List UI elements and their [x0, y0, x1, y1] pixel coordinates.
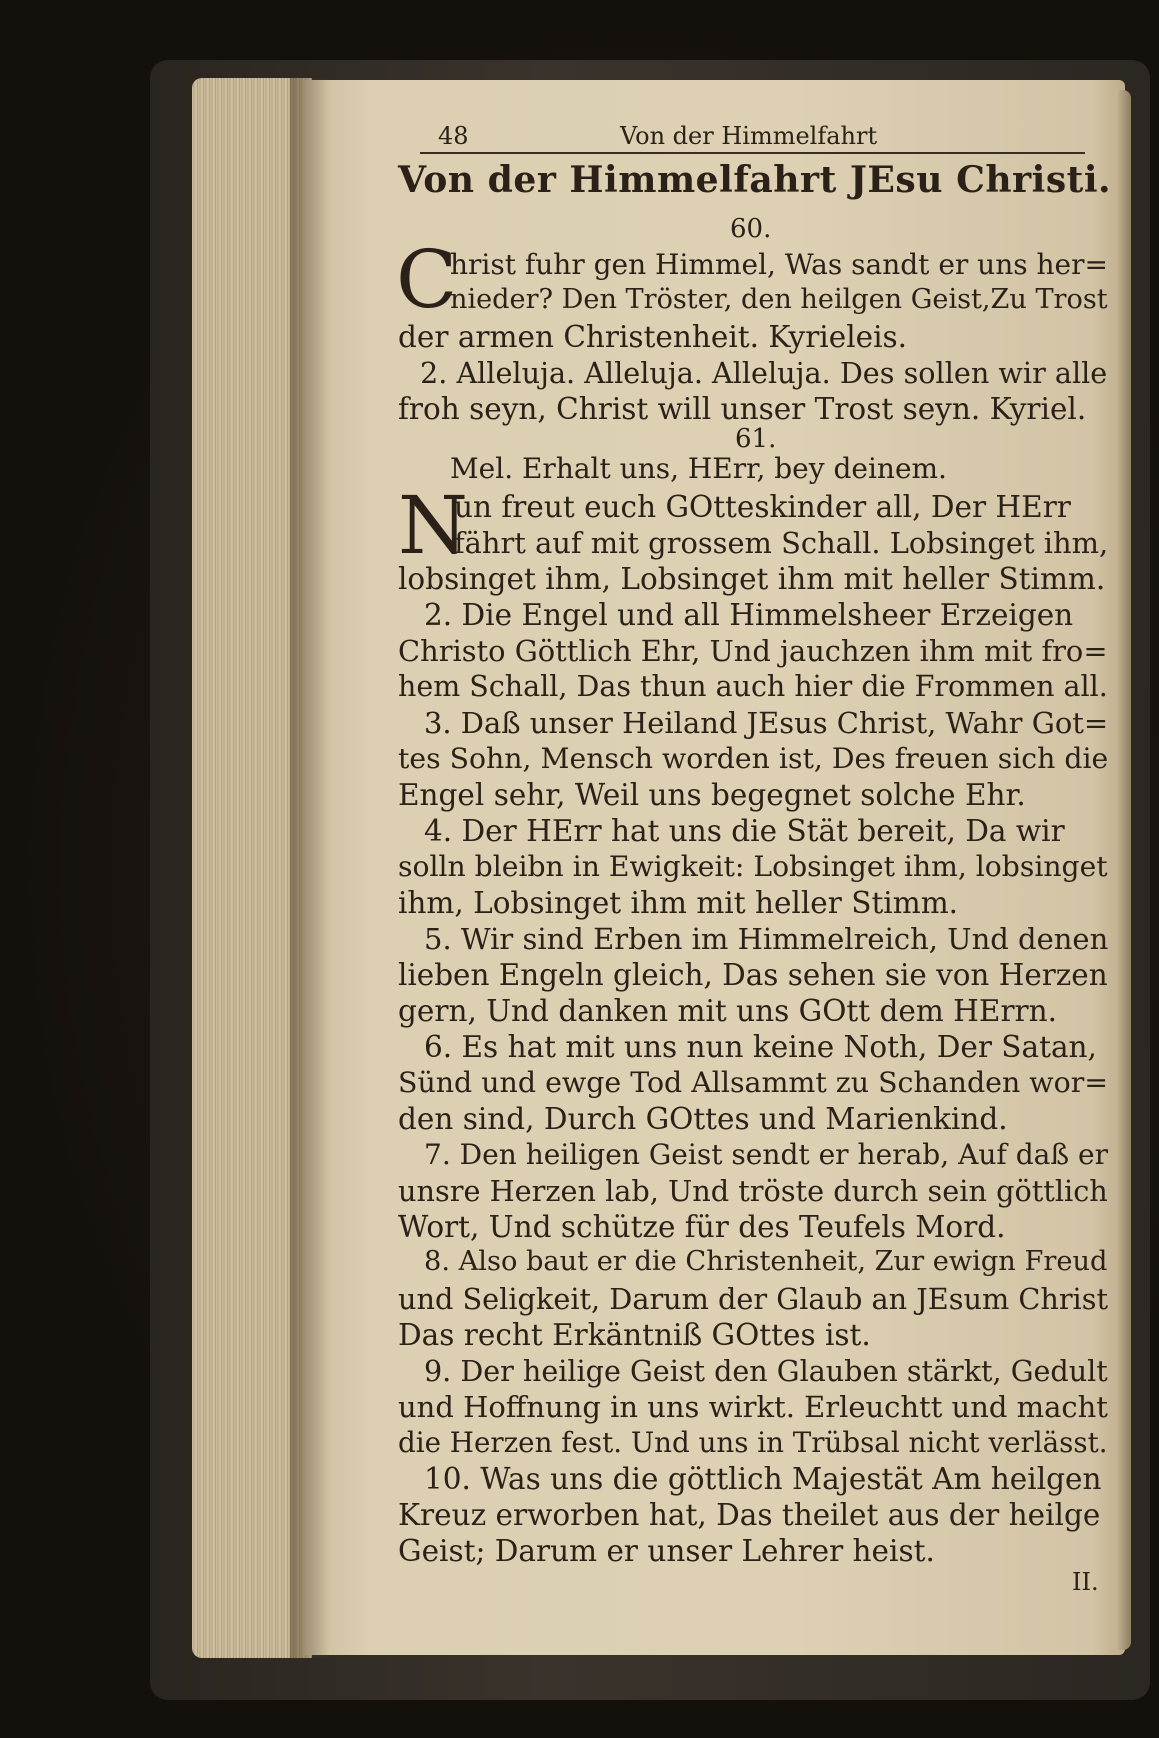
hymn61-line-6: hem Schall, Das thun auch hier die Frommen all.	[398, 670, 1108, 703]
hymn61-line-9: Engel sehr, Weil uns begegnet solche Ehr.	[398, 778, 1026, 812]
signature-mark: II.	[1072, 1568, 1099, 1596]
drop-capital-c: C	[396, 233, 458, 326]
hymn60-line-2: nieder? Den Tröster, den heilgen Geist,Zu Trost	[450, 284, 1108, 315]
hymn61-line-12: ihm, Lobsinget ihm mit heller Stimm.	[398, 886, 959, 920]
hymn61-line-21: Wort, Und schütze für des Teufels Mord.	[398, 1210, 1006, 1244]
hymn61-line-3: lobsinget ihm, Lobsinget ihm mit heller Stimm.	[398, 562, 1106, 596]
hymn61-line-30: Geist; Darum er unser Lehrer heist.	[398, 1534, 935, 1568]
hymn61-line-13: 5. Wir sind Erben im Himmelreich, Und denen	[424, 922, 1109, 956]
hymn61-line-14: lieben Engeln gleich, Das sehen sie von Herzen	[398, 958, 1108, 992]
hymn61-line-17: Sünd und ewge Tod Allsammt zu Schanden wor=	[398, 1066, 1109, 1099]
hymn61-line-20: unsre Herzen lab, Und tröste durch sein göttlich	[398, 1174, 1108, 1208]
hymn61-line-10: 4. Der HErr hat uns die Stät bereit, Da wir	[424, 814, 1065, 848]
hymn61-line-16: 6. Es hat mit uns nun keine Noth, Der Satan,	[424, 1030, 1097, 1064]
hymn60-line-5: froh seyn, Christ will unser Trost seyn. Kyriel.	[398, 392, 1087, 426]
hymn61-line-2: fährt auf mit grossem Schall. Lobsinget ihm,	[454, 526, 1109, 560]
header-rule	[420, 152, 1085, 154]
hymn61-line-15: gern, Und danken mit uns GOtt dem HErrn.	[398, 994, 1058, 1028]
hymn61-line-26: und Hoffnung in uns wirkt. Erleuchtt und macht	[398, 1390, 1108, 1424]
page-number: 48	[438, 122, 469, 150]
hymn61-line-23: und Seligkeit, Darum der Glaub an JEsum Christ	[398, 1282, 1109, 1316]
hymn61-line-22: 8. Also baut er die Christenheit, Zur ewign Freud	[424, 1246, 1108, 1277]
hymn61-line-1: un freut euch GOtteskinder all, Der HErr	[454, 490, 1071, 524]
hymn61-line-18: den sind, Durch GOttes und Marienkind.	[398, 1102, 1008, 1136]
hymn61-line-19: 7. Den heiligen Geist sendt er herab, Auf daß er	[424, 1138, 1109, 1171]
hymn60-line-3: der armen Christenheit. Kyrieleis.	[398, 320, 908, 354]
hymn61-line-11: solln bleibn in Ewigkeit: Lobsinget ihm, lobsinget	[398, 850, 1108, 883]
page-right-edge	[1115, 90, 1131, 1650]
page-title: Von der Himmelfahrt JEsu Christi.	[398, 158, 1112, 201]
melody-line: Mel. Erhalt uns, HErr, bey deinem.	[450, 452, 947, 485]
hymn-number-61: 61.	[735, 424, 777, 454]
hymn61-line-7: 3. Daß unser Heiland JEsus Christ, Wahr Got=	[424, 706, 1109, 740]
hymn61-line-24: Das recht Erkäntniß GOttes ist.	[398, 1318, 871, 1352]
drop-capital-n: N	[398, 479, 468, 572]
hymn60-line-1: hrist fuhr gen Himmel, Was sandt er uns her=	[450, 248, 1108, 281]
hymn61-line-4: 2. Die Engel und all Himmelsheer Erzeigen	[424, 598, 1074, 632]
hymn61-line-29: Kreuz erworben hat, Das theilet aus der heilge	[398, 1498, 1101, 1532]
running-head: Von der Himmelfahrt	[620, 122, 878, 150]
hymn-number-60: 60.	[730, 214, 772, 244]
hymn60-line-4: 2. Alleluja. Alleluja. Alleluja. Des sollen wir alle	[420, 356, 1108, 390]
hymn61-line-8: tes Sohn, Mensch worden ist, Des freuen sich die	[398, 742, 1109, 775]
hymn61-line-27: die Herzen fest. Und uns in Trübsal nicht verlässt.	[398, 1426, 1108, 1459]
hymn61-line-25: 9. Der heilige Geist den Glauben stärkt, Gedult	[424, 1354, 1108, 1388]
hymn61-line-28: 10. Was uns die göttlich Majestät Am heilgen	[424, 1462, 1102, 1496]
hymn61-line-5: Christo Göttlich Ehr, Und jauchzen ihm mit fro=	[398, 634, 1108, 668]
gutter-shadow	[290, 78, 330, 1658]
